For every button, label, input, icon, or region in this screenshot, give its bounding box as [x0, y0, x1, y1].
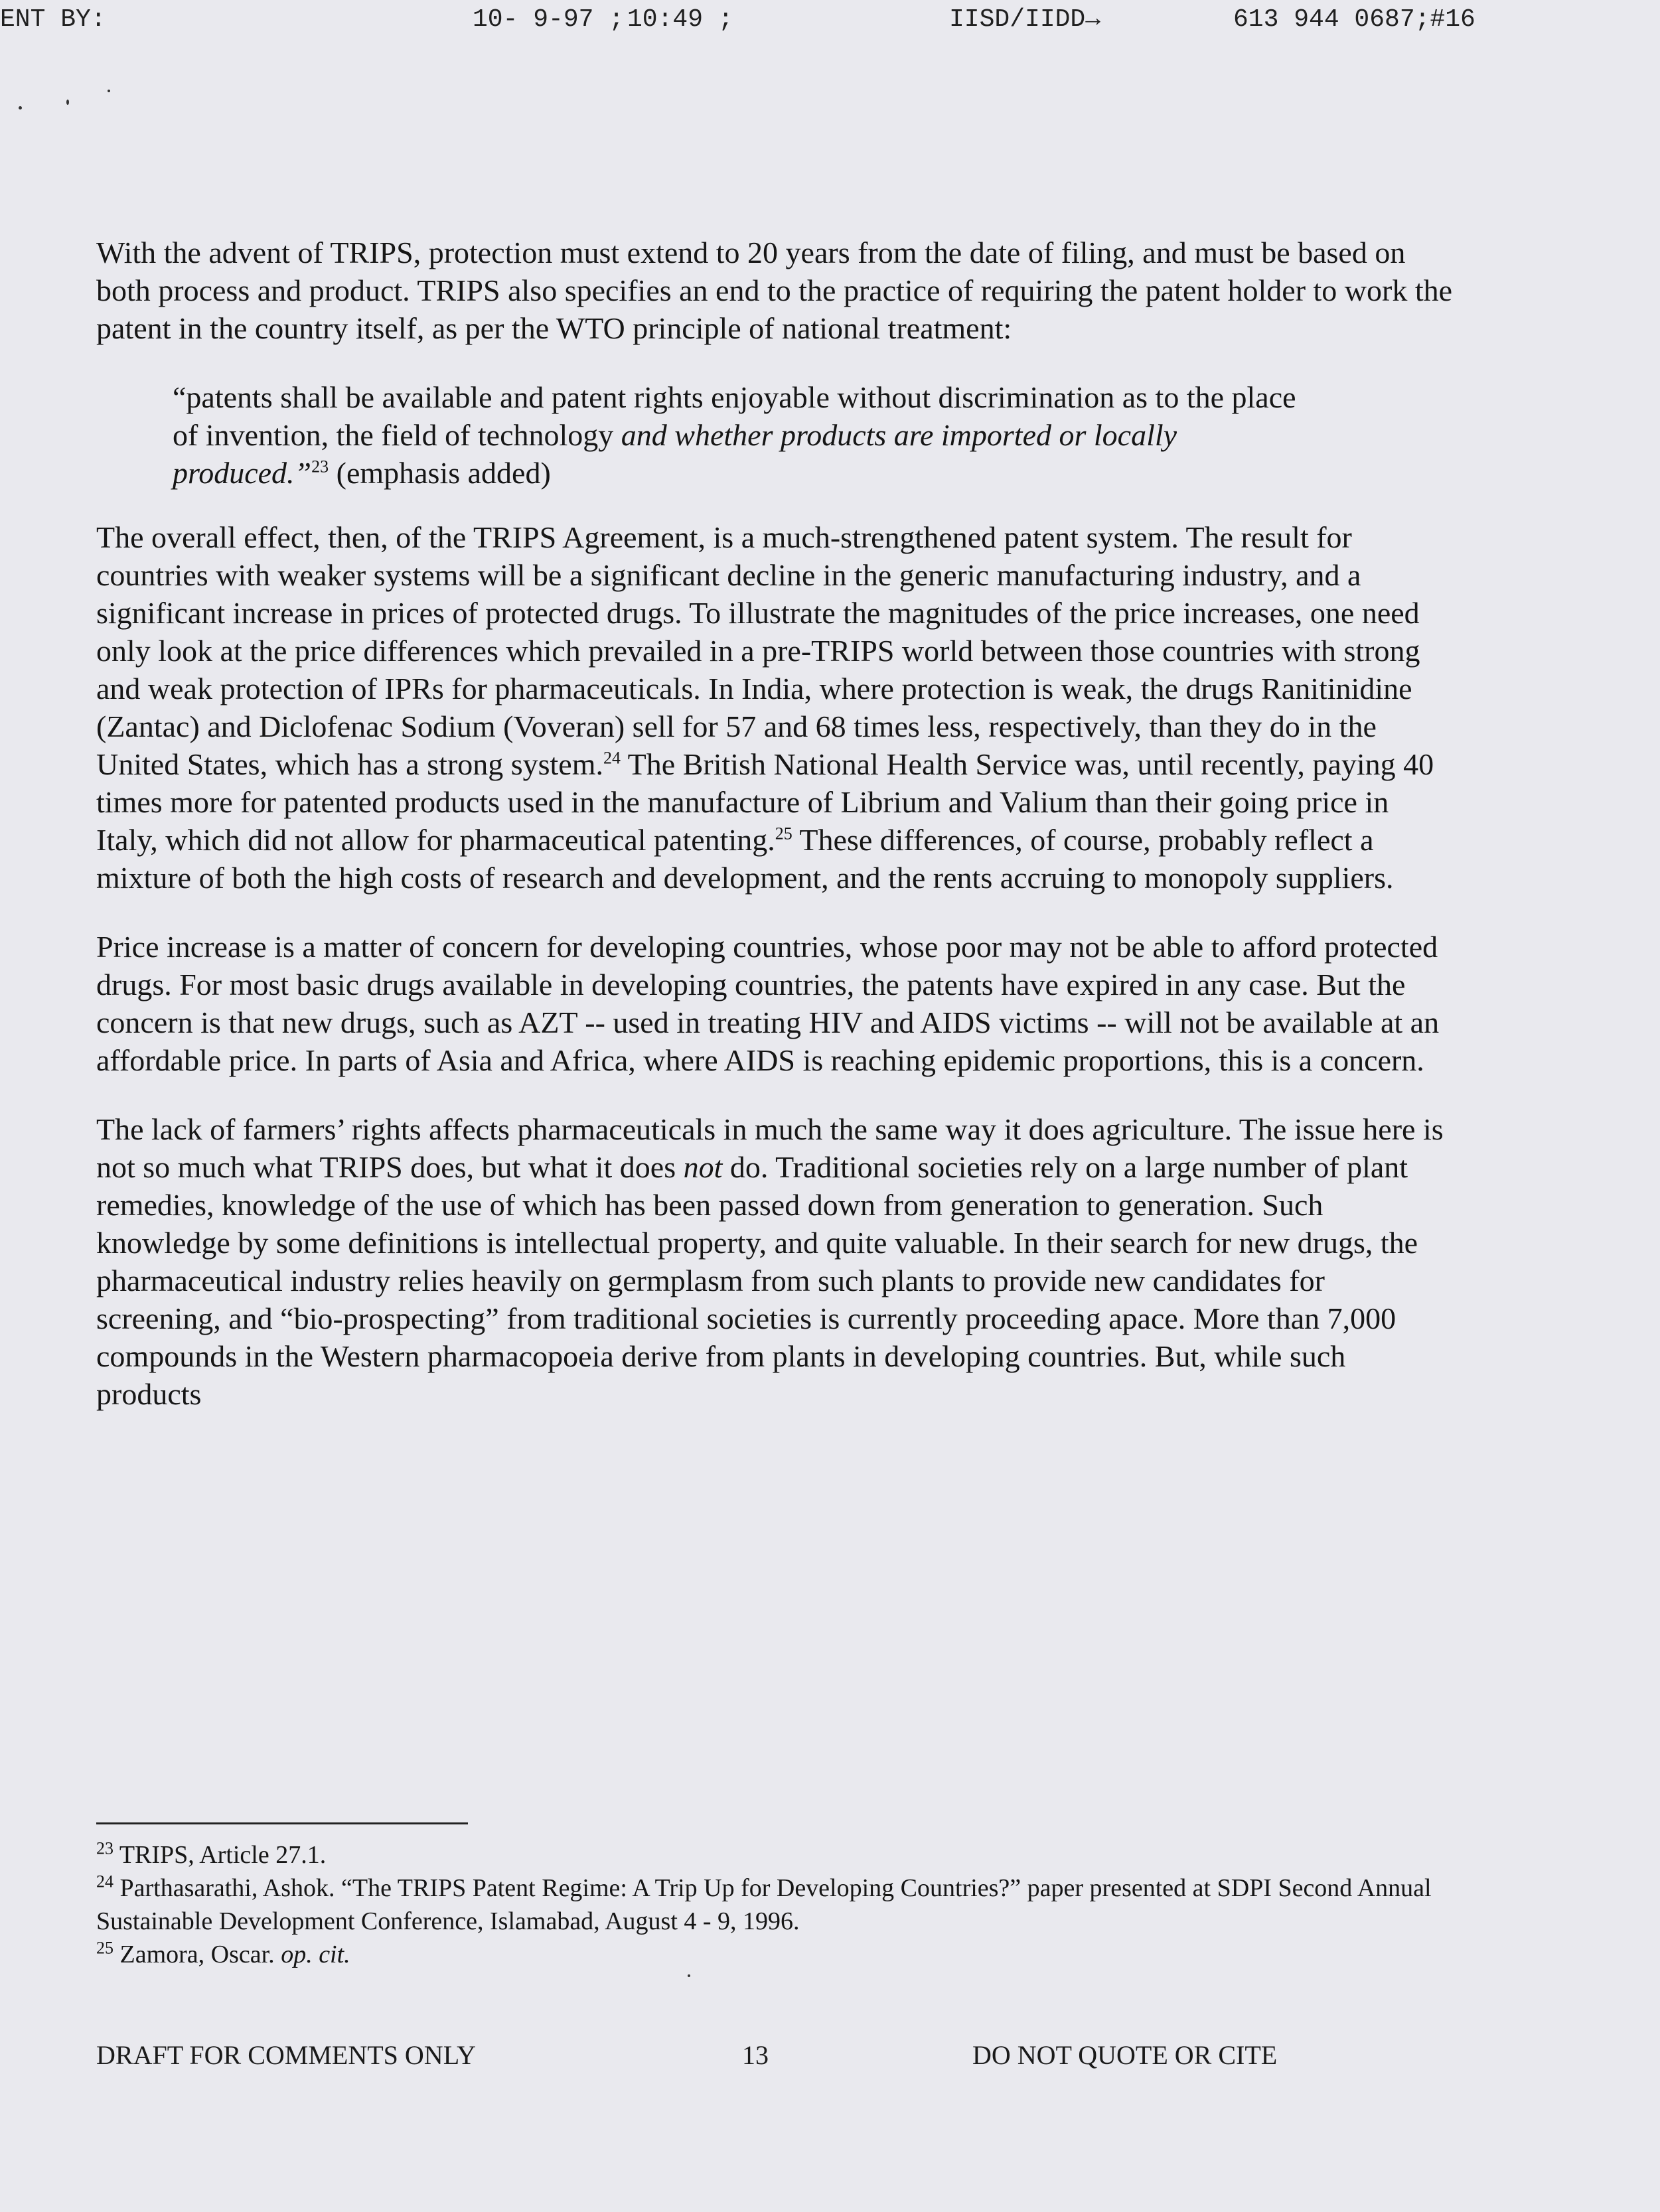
footnotes [96, 1838, 1457, 1971]
page-number: 13 [742, 2040, 769, 2070]
footer-draft-note: DRAFT FOR COMMENTS ONLY [96, 2040, 477, 2070]
quote-emphasis: and whether products are imported or locally produced.” [173, 418, 1177, 490]
footnote-text: TRIPS, Article 27.1. [119, 1841, 327, 1869]
footnote-23 [96, 1838, 1457, 1872]
scan-speck [108, 90, 110, 92]
footnote-ref: 24 [603, 748, 621, 768]
quote-text: “patents shall be available and patent rights enjoyable without discrimination as to the place of invention, the field of technology [173, 380, 1296, 452]
footnote-number: 25 [96, 1938, 113, 1958]
footnote-number: 24 [96, 1872, 113, 1891]
body-text [96, 234, 1457, 1444]
paragraph-trips-protection: With the advent of TRIPS, protection must extend to 20 years from the date of filing, and must be based on both process and product. TRIPS also specifies an end to the practice of requiring the patent holder to work the patent in the country itself, as per the WTO principle of national treatment: [96, 236, 1453, 345]
fax-date: 10- 9-97 ; [473, 5, 625, 34]
fax-sender-label: ENT BY: [0, 5, 106, 34]
quote-note: (emphasis added) [329, 456, 551, 490]
paragraph-farmers-rights [96, 1110, 1457, 1413]
footnote-ref: 25 [775, 824, 792, 844]
footnote-divider [96, 1822, 468, 1824]
paragraph-price-increase: Price increase is a matter of concern for developing countries, whose poor may not be able to afford protected drugs. For most basic drugs available in developing countries, the patents have expired in any case. But the concern is that new drugs, such as AZT -- used in treating HIV and AIDS victims -- will not be available at an affordable price. In parts of Asia and Africa, where AIDS is reaching epidemic proportions, this is a concern. [96, 930, 1440, 1077]
paragraph-text: do. Traditional societies rely on a large number of plant remedies, knowledge of the use of which has been passed down from generation to generation. Such knowledge by some definitions is intellectual property, and quite valuable. In their search for new drugs, the pharmaceutical industry relies heavily on germplasm from such plants to provide new candidates for screening, and “bio-prospecting” from traditional societies is currently proceeding apace. More than 7,000 compounds in the Western pharmacopoeia derive from plants in developing countries. But, while such products [96, 1150, 1418, 1411]
footnote-text: Parthasarathi, Ashok. “The TRIPS Patent Regime: A Trip Up for Developing Countries?” paper presented at SDPI Second Annual Sustainable Development Conference, Islamabad, August 4 - 9, 1996. [96, 1874, 1432, 1935]
paragraph-text: The British National Health Service was, until recently, paying 40 times more for patented products used in the manufacture of Librium and Valium than their going price in Italy, which did not allow for pharmaceutical patenting. [96, 747, 1434, 857]
scan-speck [688, 1974, 690, 1977]
footnote-24 [96, 1872, 1457, 1938]
footnote-number: 23 [96, 1838, 113, 1858]
footnote-25 [96, 1938, 1457, 1971]
scan-speck [66, 100, 69, 105]
paragraph-text: The lack of farmers’ rights affects pharmaceuticals in much the same way it does agriculture. The issue here is not so much what TRIPS does, but what it does [96, 1112, 1444, 1184]
footnote-text: Zamora, Oscar. [119, 1941, 281, 1968]
fax-time: 10:49 ; [627, 5, 733, 34]
paragraph-text: These differences, of course, probably reflect a mixture of both the high costs of research and development, and the rents accruing to monopoly suppliers. [96, 823, 1394, 895]
fax-department: IISD/IIDD→ [949, 5, 1101, 34]
paragraph-overall-effect [96, 518, 1457, 897]
emphasis-text: not [683, 1150, 723, 1184]
scan-speck [19, 106, 22, 110]
page-footer [0, 2039, 1660, 2079]
footer-citation-note: DO NOT QUOTE OR CITE [972, 2040, 1278, 2070]
paragraph-text: The overall effect, then, of the TRIPS Agreement, is a much-strengthened patent system. The result for countries with weaker systems will be a significant decline in the generic manufacturing industry, and a significant increase in prices of protected drugs. To illustrate the magnitudes of the price increases, one need only look at the price differences which prevailed in a pre-TRIPS world between those countries with strong and weak protection of IPRs for pharmaceuticals. In India, where protection is weak, the drugs Ranitinidine (Zantac) and Diclofenac Sodium (Voveran) sell for 57 and 68 times less, respectively, than they do in the United States, which has a strong system. [96, 520, 1420, 781]
footnote-italic: op. cit. [281, 1941, 350, 1968]
footnote-ref: 23 [311, 457, 329, 477]
block-quote [173, 378, 1301, 492]
fax-header [0, 5, 1660, 45]
fax-phone-page: 613 944 0687;#16 [1233, 5, 1475, 34]
